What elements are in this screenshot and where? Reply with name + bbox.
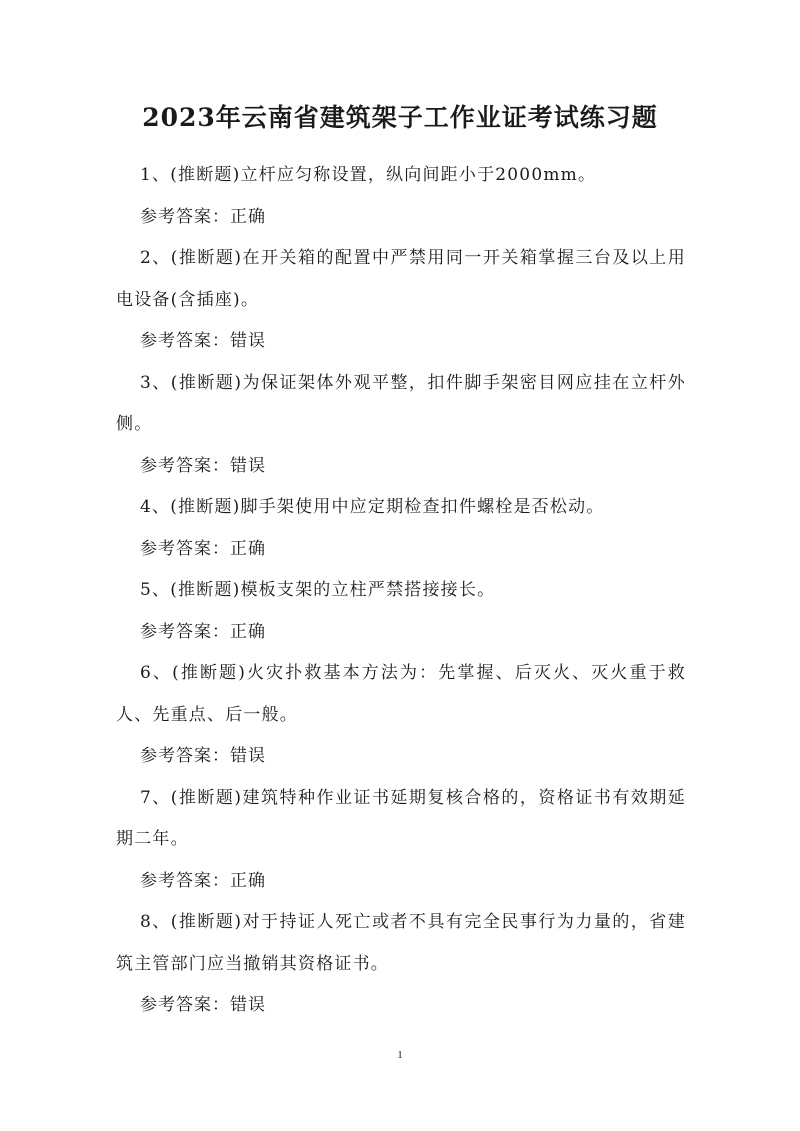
answer-label: 参考答案： — [140, 746, 230, 766]
answer-line — [116, 861, 686, 903]
answer-label: 参考答案： — [140, 538, 230, 559]
answer-label: 参考答案： — [140, 995, 230, 1015]
answer-value: 错误 — [230, 455, 266, 476]
question-text: 1、(推断题)立杆应匀称设置，纵向间距小于2000mm。 — [140, 165, 597, 185]
answer-value: 正确 — [230, 621, 266, 642]
answer-value: 正确 — [230, 870, 266, 891]
question-text: 4、(推断题)脚手架使用中应定期检查扣件螺栓是否松动。 — [140, 497, 605, 517]
question-item — [116, 902, 686, 1027]
document-title: 2023年云南省建筑架子工作业证考试练习题 — [142, 103, 658, 132]
question-item — [116, 238, 686, 363]
answer-line — [116, 197, 686, 239]
question-item — [116, 487, 686, 570]
question-item — [116, 155, 686, 238]
question-text: 5、(推断题)模板支架的立柱严禁搭接接长。 — [140, 580, 496, 600]
answer-line — [116, 736, 686, 778]
answer-value: 错误 — [230, 995, 266, 1015]
answer-line — [116, 529, 686, 571]
question-text: 6、(推断题)火灾扑救基本方法为：先掌握、后灭火、灭火重于救人、先重点、后一般。 — [116, 663, 686, 725]
answer-value: 正确 — [230, 538, 266, 559]
page-number: 1 — [397, 1049, 403, 1061]
answer-value: 错误 — [230, 331, 266, 351]
question-text: 3、(推断题)为保证架体外观平整，扣件脚手架密目网应挂在立杆外侧。 — [116, 372, 686, 434]
question-item — [116, 778, 686, 903]
question-list — [116, 155, 686, 1027]
question-item — [116, 653, 686, 778]
answer-label: 参考答案： — [140, 331, 230, 351]
answer-value: 错误 — [230, 746, 266, 766]
answer-label: 参考答案： — [140, 870, 230, 891]
question-text: 8、(推断题)对于持证人死亡或者不具有完全民事行为力量的，省建筑主管部门应当撤销其资格证书。 — [116, 912, 686, 974]
answer-label: 参考答案： — [140, 621, 230, 642]
answer-label: 参考答案： — [140, 206, 230, 227]
question-item — [116, 570, 686, 653]
answer-line — [116, 985, 686, 1027]
question-item — [116, 363, 686, 488]
answer-line — [116, 321, 686, 363]
question-text: 2、(推断题)在开关箱的配置中严禁用同一开关箱掌握三台及以上用电设备(含插座)。 — [116, 248, 686, 310]
answer-line — [116, 446, 686, 488]
answer-value: 正确 — [230, 206, 266, 227]
answer-line — [116, 612, 686, 654]
question-text: 7、(推断题)建筑特种作业证书延期复核合格的，资格证书有效期延期二年。 — [116, 787, 686, 849]
answer-label: 参考答案： — [140, 455, 230, 476]
